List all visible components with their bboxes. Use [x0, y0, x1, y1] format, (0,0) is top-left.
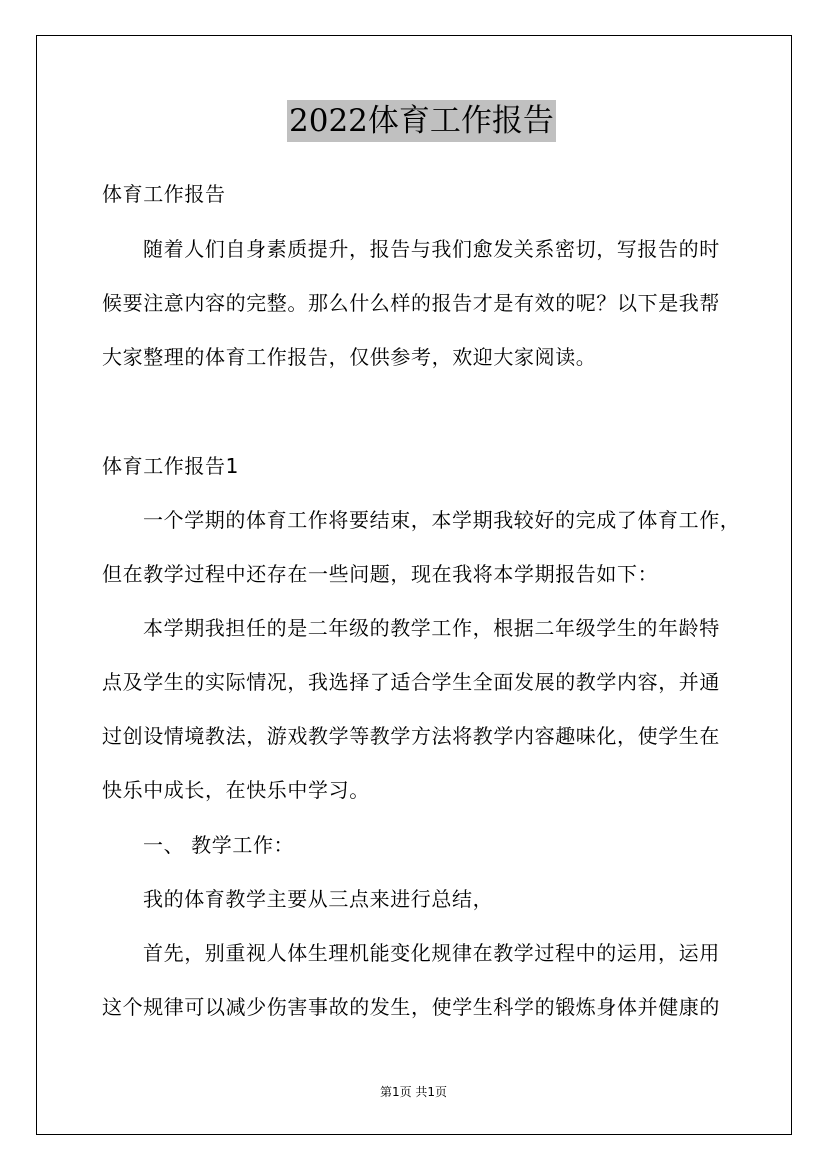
subtitle-line: 体育工作报告 — [102, 182, 226, 206]
page-footer: 第1页 共1页 — [379, 1085, 448, 1099]
section-heading: 体育工作报告1 — [102, 454, 239, 478]
body-line: 点及学生的实际情况，我选择了适合学生全面发展的教学内容，并通 — [102, 670, 720, 694]
body-line: 一个学期的体育工作将要结束，本学期我较好的完成了体育工作， — [143, 508, 741, 532]
body-line: 首先，别重视人体生理机能变化规律在教学过程中的运用，运用 — [143, 941, 720, 965]
intro-line-1: 随着人们自身素质提升，报告与我们愈发关系密切，写报告的时 — [143, 237, 720, 261]
list-heading: 一、 教学工作： — [143, 833, 295, 857]
intro-line-3: 大家整理的体育工作报告，仅供参考，欢迎大家阅读。 — [102, 345, 597, 369]
body-line: 本学期我担任的是二年级的教学工作，根据二年级学生的年龄特 — [143, 616, 720, 640]
document-title: 2022体育工作报告 — [287, 100, 556, 142]
intro-line-2: 候要注意内容的完整。那么什么样的报告才是有效的呢？以下是我帮 — [102, 291, 720, 315]
body-line: 我的体育教学主要从三点来进行总结， — [143, 887, 494, 911]
body-line: 这个规律可以减少伤害事故的发生，使学生科学的锻炼身体并健康的 — [102, 995, 720, 1019]
body-line: 过创设情境教法，游戏教学等教学方法将教学内容趣味化，使学生在 — [102, 724, 720, 748]
body-line: 但在教学过程中还存在一些问题，现在我将本学期报告如下： — [102, 562, 659, 586]
body-line: 快乐中成长，在快乐中学习。 — [102, 778, 370, 802]
